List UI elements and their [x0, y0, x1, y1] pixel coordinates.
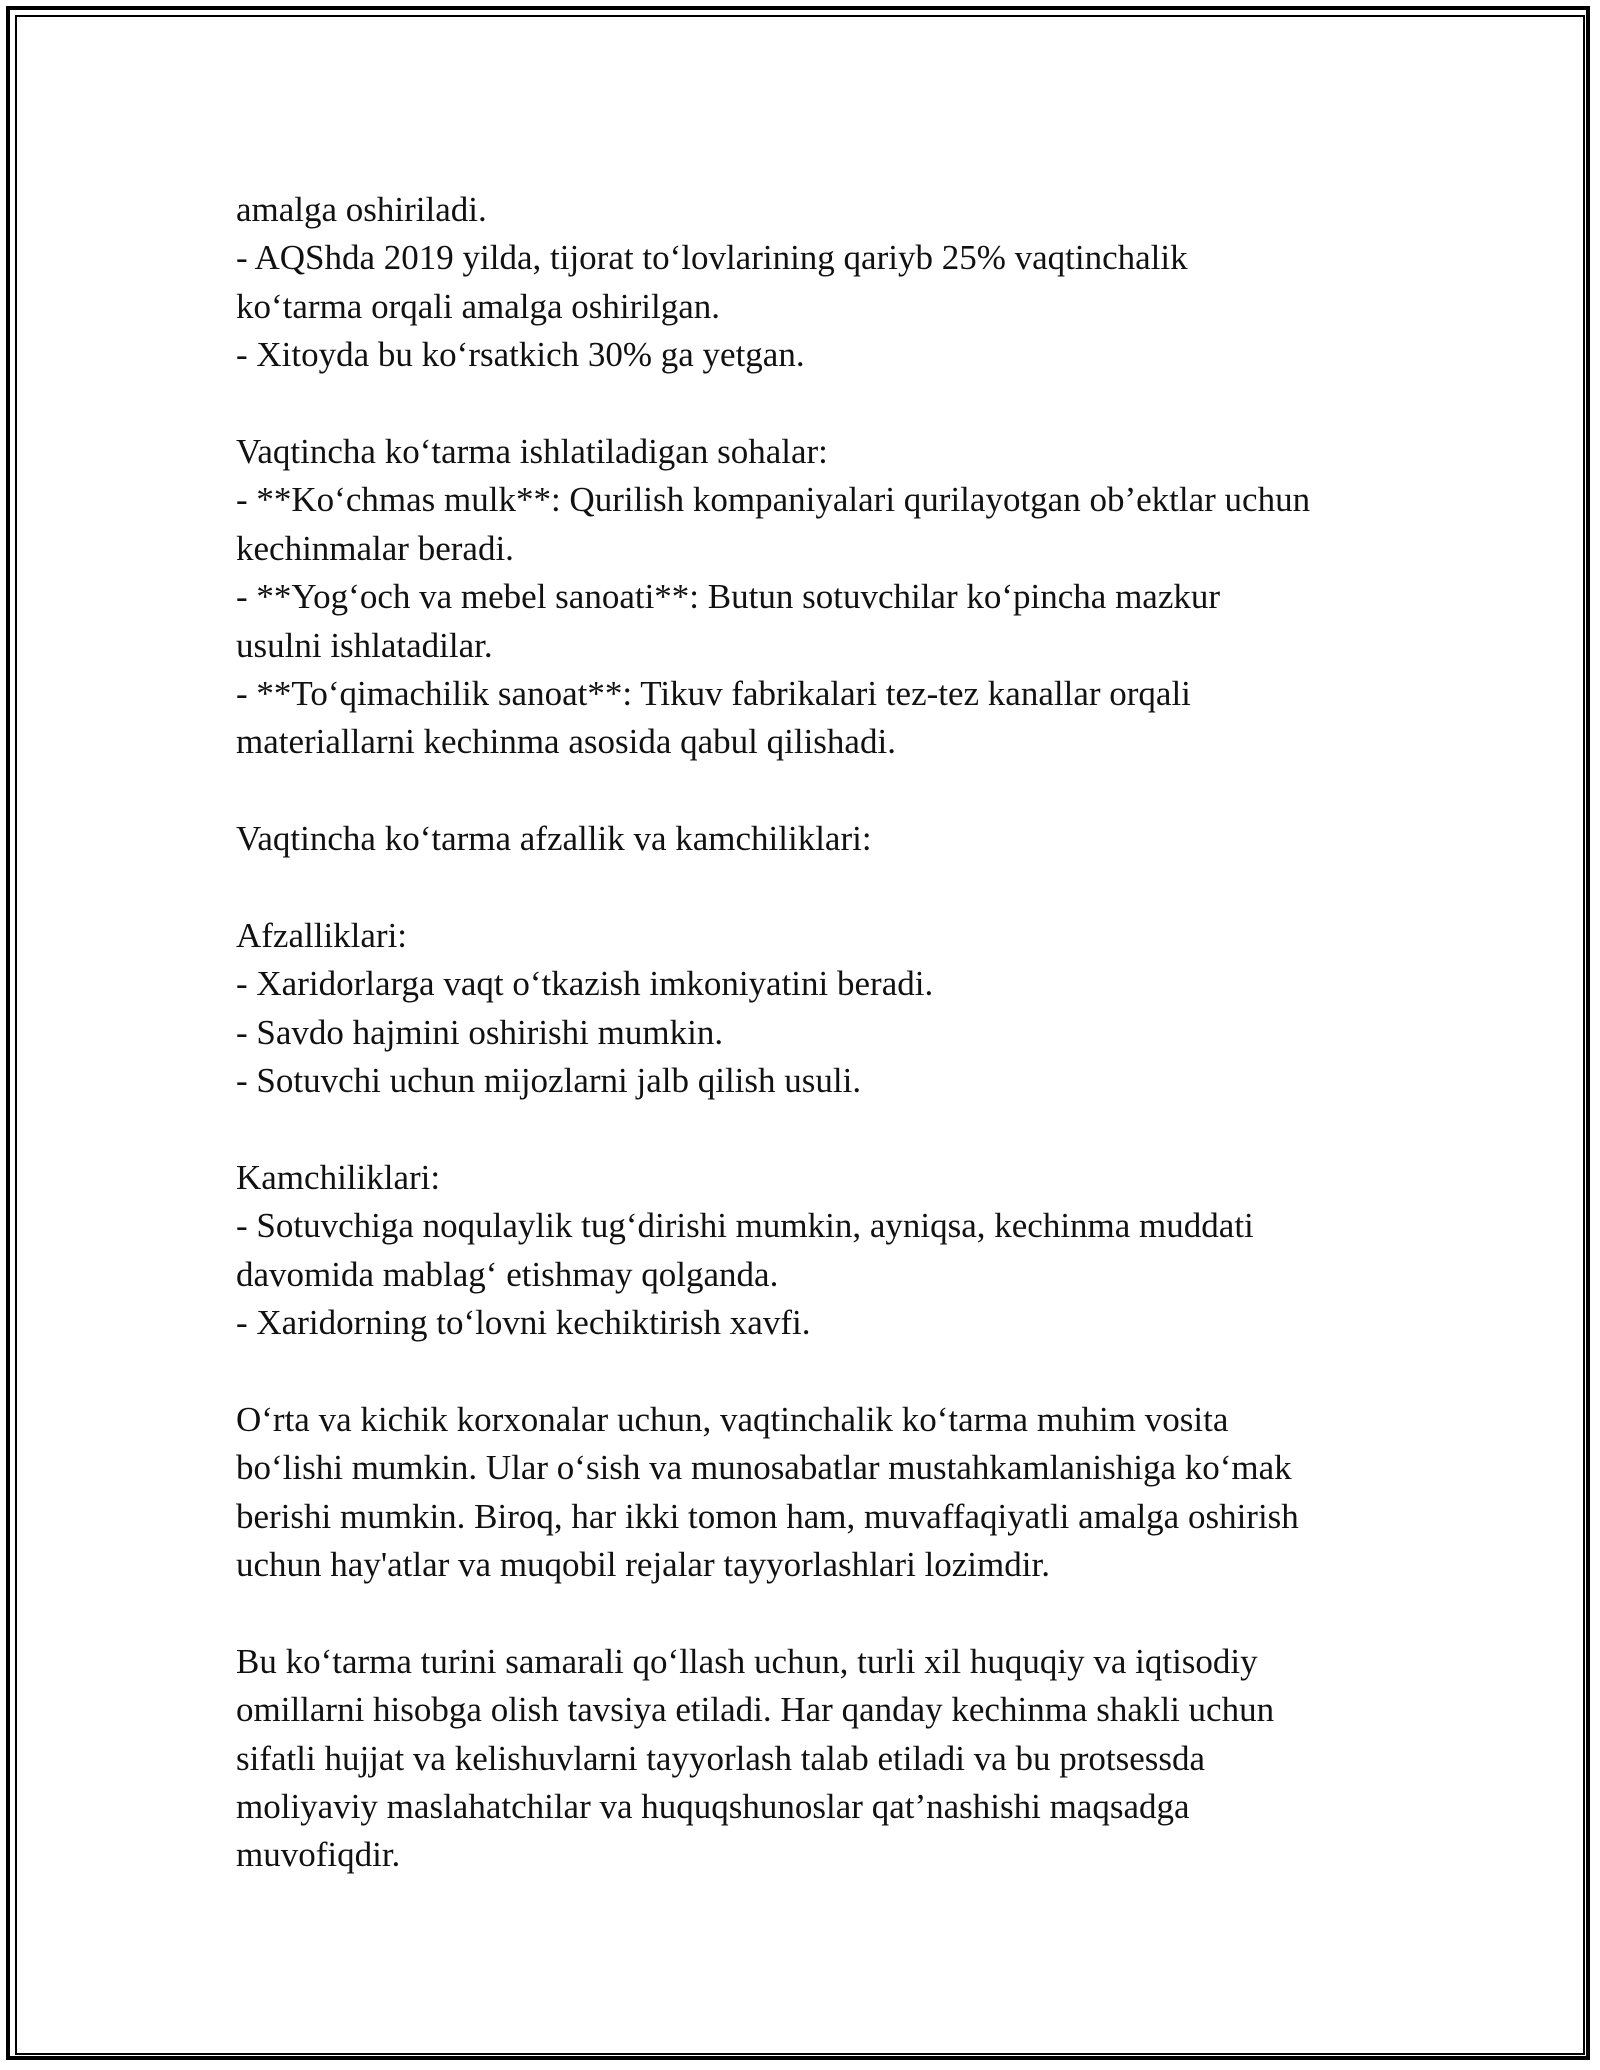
- blank-line: [236, 767, 1416, 815]
- text-line: - **Ko‘chmas mulk**: Qurilish kompaniyalari qurilayotgan ob’ektlar uchun: [236, 480, 1311, 520]
- paragraph-line: sifatli hujjat va kelishuvlarni tayyorlash talab etiladi va bu protsessda: [236, 1738, 1206, 1778]
- paragraph-line: muvofiqdir.: [236, 1835, 401, 1875]
- text-line: - Sotuvchiga noqulaylik tug‘dirishi mumkin, ayniqsa, kechinma muddati: [236, 1206, 1254, 1246]
- text-line: ko‘tarma orqali amalga oshirilgan.: [236, 286, 721, 326]
- text-line: - AQShda 2019 yilda, tijorat to‘lovlarining qariyb 25% vaqtinchalik: [236, 238, 1188, 278]
- blank-line: [236, 380, 1416, 428]
- text-line: - Xaridorning to‘lovni kechiktirish xavfi.: [236, 1302, 811, 1342]
- section-heading: Kamchiliklari:: [236, 1157, 441, 1197]
- blank-line: [236, 1105, 1416, 1153]
- section-heading: Afzalliklari:: [236, 915, 408, 955]
- blank-line: [236, 1589, 1416, 1637]
- text-line: - Xitoyda bu ko‘rsatkich 30% ga yetgan.: [236, 335, 805, 375]
- paragraph-line: O‘rta va kichik korxonalar uchun, vaqtinchalik ko‘tarma muhim vosita: [236, 1399, 1229, 1439]
- text-line: - Sotuvchi uchun mijozlarni jalb qilish usuli.: [236, 1061, 862, 1101]
- paragraph-line: moliyaviy maslahatchilar va huquqshunoslar qat’nashishi maqsadga: [236, 1786, 1190, 1826]
- paragraph-line: bo‘lishi mumkin. Ular o‘sish va munosabatlar mustahkamlanishiga ko‘mak: [236, 1448, 1292, 1488]
- text-line: davomida mablag‘ etishmay qolganda.: [236, 1254, 779, 1294]
- text-line: - **To‘qimachilik sanoat**: Tikuv fabrikalari tez-tez kanallar orqali: [236, 673, 1191, 713]
- section-heading: Vaqtincha ko‘tarma ishlatiladigan sohalar:: [236, 431, 828, 471]
- paragraph-line: omillarni hisobga olish tavsiya etiladi. Har qanday kechinma shakli uchun: [236, 1690, 1275, 1730]
- text-line: - **Yog‘och va mebel sanoati**: Butun sotuvchilar ko‘pincha mazkur: [236, 577, 1221, 617]
- paragraph-line: berishi mumkin. Biroq, har ikki tomon ham, muvaffaqiyatli amalga oshirish: [236, 1496, 1299, 1536]
- paragraph-line: uchun hay'atlar va muqobil rejalar tayyorlashlari lozimdir.: [236, 1544, 1050, 1584]
- text-line: - Savdo hajmini oshirishi mumkin.: [236, 1012, 724, 1052]
- blank-line: [236, 1347, 1416, 1395]
- document-body: [236, 186, 1416, 1880]
- blank-line: [236, 863, 1416, 911]
- text-line: usulni ishlatadilar.: [236, 625, 493, 665]
- text-line: materiallarni kechinma asosida qabul qilishadi.: [236, 722, 896, 762]
- text-line: kechinmalar beradi.: [236, 528, 514, 568]
- section-heading: Vaqtincha ko‘tarma afzallik va kamchiliklari:: [236, 819, 872, 859]
- text-line: - Xaridorlarga vaqt o‘tkazish imkoniyatini beradi.: [236, 964, 934, 1004]
- text-line: amalga oshiriladi.: [236, 190, 487, 229]
- paragraph-line: Bu ko‘tarma turini samarali qo‘llash uchun, turli xil huquqiy va iqtisodiy: [236, 1641, 1258, 1681]
